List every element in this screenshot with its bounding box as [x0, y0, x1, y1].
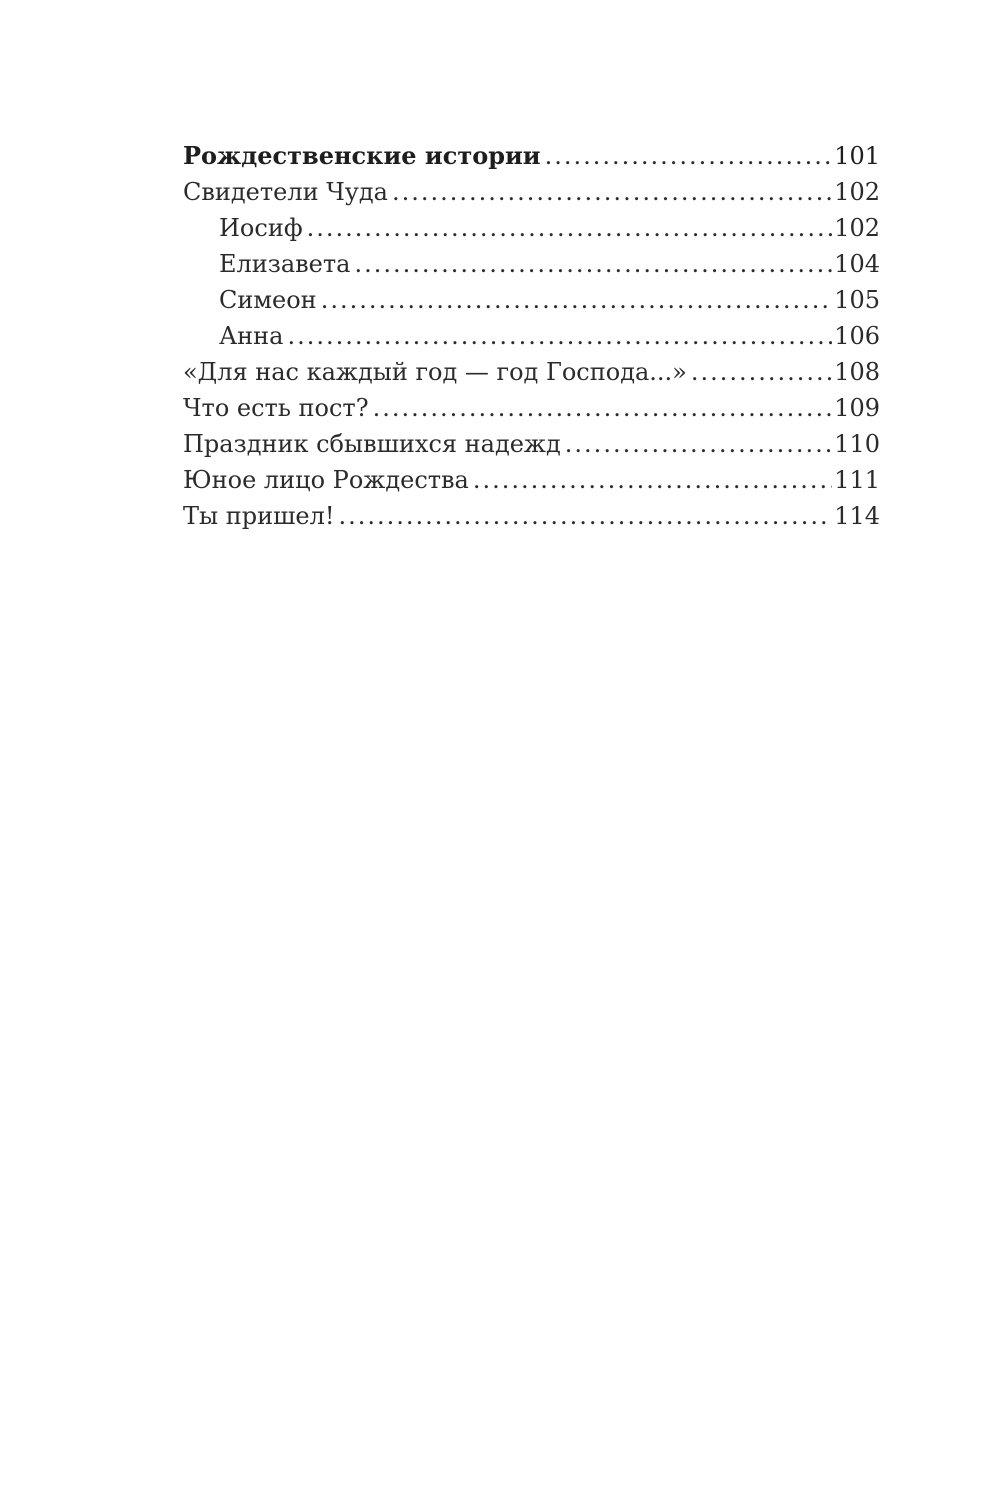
toc-subentry — [183, 246, 880, 282]
toc-entry-title: Елизавета — [219, 250, 351, 278]
toc-dot-leader — [473, 462, 832, 498]
toc-dot-leader — [287, 318, 832, 354]
toc-page-number: 105 — [834, 286, 880, 314]
toc-dot-leader — [545, 138, 833, 174]
toc-entry — [183, 354, 880, 390]
toc-subentry — [183, 282, 880, 318]
toc-page-number: 114 — [834, 502, 880, 530]
toc-entry — [183, 498, 880, 534]
toc-entry — [183, 174, 880, 210]
toc-entry — [183, 390, 880, 426]
toc-page-number: 109 — [834, 394, 880, 422]
toc-entry-title: Анна — [219, 322, 284, 350]
toc-entry — [183, 462, 880, 498]
toc-entry-title: Ты пришел! — [183, 502, 335, 530]
toc-dot-leader — [307, 210, 833, 246]
toc-entry-title: Праздник сбывшихся надежд — [183, 430, 561, 458]
toc-page-number: 102 — [834, 178, 880, 206]
toc-dot-leader — [691, 354, 832, 390]
toc-entry — [183, 138, 880, 174]
toc-entry-title: Что есть пост? — [183, 394, 369, 422]
toc-page-number: 106 — [834, 322, 880, 350]
toc-page-number: 110 — [834, 430, 880, 458]
toc-entry-title: Иосиф — [219, 214, 303, 242]
toc-dot-leader — [354, 246, 832, 282]
toc-entry-title: Юное лицо Рождества — [183, 466, 469, 494]
toc-dot-leader — [321, 282, 833, 318]
toc-entry — [183, 426, 880, 462]
toc-page-number: 111 — [834, 466, 880, 494]
toc-dot-leader — [565, 426, 832, 462]
toc-page-number: 108 — [834, 358, 880, 386]
toc-page-number: 102 — [834, 214, 880, 242]
toc-entry-title: Рождественские истории — [183, 141, 541, 170]
toc-subentry — [183, 318, 880, 354]
toc-dot-leader — [373, 390, 833, 426]
toc-entry-title: Свидетели Чуда — [183, 178, 388, 206]
toc-dot-leader — [339, 498, 833, 534]
toc-subentry — [183, 210, 880, 246]
toc-dot-leader — [392, 174, 832, 210]
toc-entry-title: Симеон — [219, 286, 317, 314]
toc-page-number: 101 — [834, 142, 880, 170]
toc-page-number: 104 — [834, 250, 880, 278]
toc-entry-title: «Для нас каждый год — год Господа...» — [183, 358, 687, 386]
table-of-contents — [183, 138, 880, 534]
